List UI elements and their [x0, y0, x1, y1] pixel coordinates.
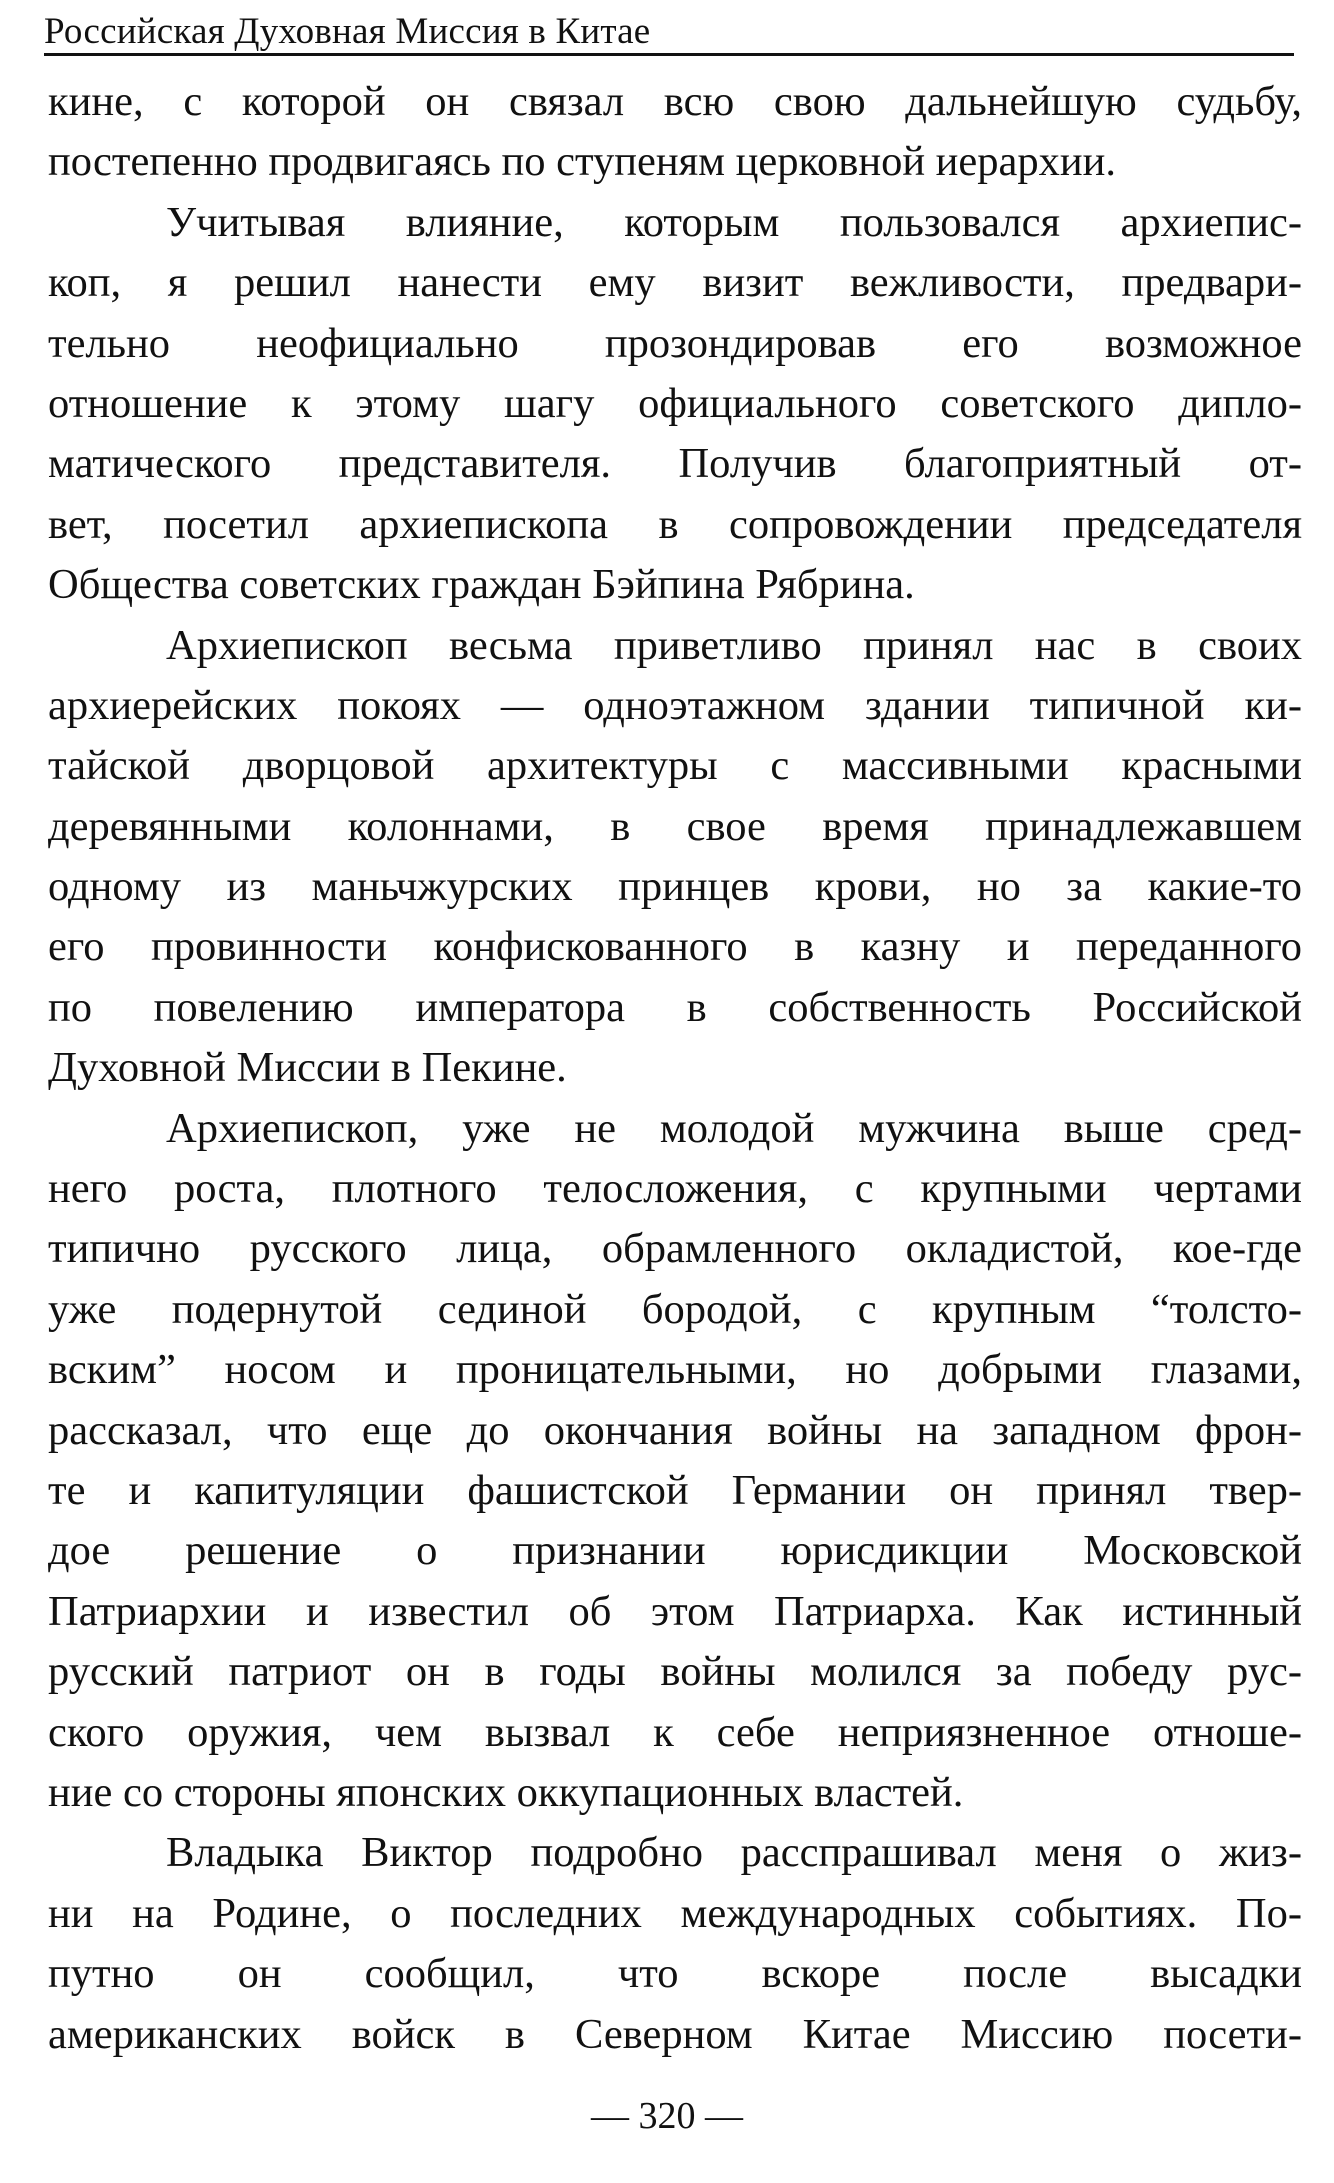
text-line: кине, с которой он связал всю свою дальнейшую судьбу, — [48, 78, 1302, 125]
text-line: ского оружия, чем вызвал к себе неприязненное отноше- — [48, 1708, 1302, 1756]
running-head: Российская Духовная Миссия в Китае — [44, 11, 651, 52]
text-line: уже подернутой сединой бородой, с крупным “толсто- — [48, 1285, 1302, 1333]
text-line: Учитывая влияние, которым пользовался архиепис- — [166, 198, 1302, 246]
body-text — [48, 72, 1302, 2065]
text-line: отношение к этому шагу официального советского дипло- — [48, 379, 1302, 427]
text-line: дое решение о признании юрисдикции Московской — [48, 1527, 1302, 1575]
text-line: одному из маньчжурских принцев крови, но за какие-то — [48, 863, 1302, 911]
text-line: американских войск в Северном Китае Миссию посети- — [48, 2010, 1302, 2058]
text-line: те и капитуляции фашистской Германии он принял твер- — [48, 1466, 1302, 1514]
text-line: ни на Родине, о последних международных событиях. По- — [48, 1889, 1302, 1937]
text-line: его провинности конфискованного в казну и переданного — [48, 923, 1302, 971]
text-line: Патриархии и известил об этом Патриарха. Как истинный — [48, 1587, 1302, 1635]
text-line: архиерейских покоях — одноэтажном здании типичной ки- — [48, 681, 1302, 729]
page-number: — 320 — — [591, 2095, 743, 2137]
text-line: Архиепископ, уже не молодой мужчина выше сред- — [166, 1104, 1302, 1152]
text-line: ние со стороны японских оккупационных властей. — [48, 1768, 964, 1816]
text-line: вет, посетил архиепископа в сопровождении председателя — [48, 500, 1302, 548]
text-line: Архиепископ весьма приветливо принял нас в своих — [166, 621, 1302, 669]
text-line: русский патриот он в годы войны молился за победу рус- — [48, 1648, 1302, 1696]
text-line: деревянными колоннами, в свое время принадлежавшем — [48, 802, 1302, 850]
text-line: коп, я решил нанести ему визит вежливости, предвари- — [48, 259, 1302, 307]
text-line: путно он сообщил, что вскоре после высадки — [48, 1950, 1302, 1998]
page-header — [44, 10, 1294, 56]
text-line: типично русского лица, обрамленного окладистой, кое-где — [48, 1225, 1302, 1273]
text-line: рассказал, что еще до окончания войны на западном фрон- — [48, 1406, 1302, 1454]
text-line: тельно неофициально прозондировав его возможное — [48, 319, 1302, 367]
text-line: матического представителя. Получив благоприятный от- — [48, 440, 1302, 488]
text-line: вским” носом и проницательными, но добрыми глазами, — [48, 1346, 1302, 1394]
text-line: по повелению императора в собственность Российской — [48, 983, 1302, 1031]
text-line: Духовной Миссии в Пекине. — [48, 1044, 567, 1092]
text-line: постепенно продвигаясь по ступеням церковной иерархии. — [48, 138, 1117, 186]
text-line: него роста, плотного телосложения, с крупными чертами — [48, 1165, 1302, 1213]
text-line: Владыка Виктор подробно расспрашивал меня о жиз- — [166, 1829, 1302, 1877]
text-line: тайской дворцовой архитектуры с массивными красными — [48, 742, 1302, 790]
text-line: Общества советских граждан Бэйпина Рябрина. — [48, 561, 915, 609]
